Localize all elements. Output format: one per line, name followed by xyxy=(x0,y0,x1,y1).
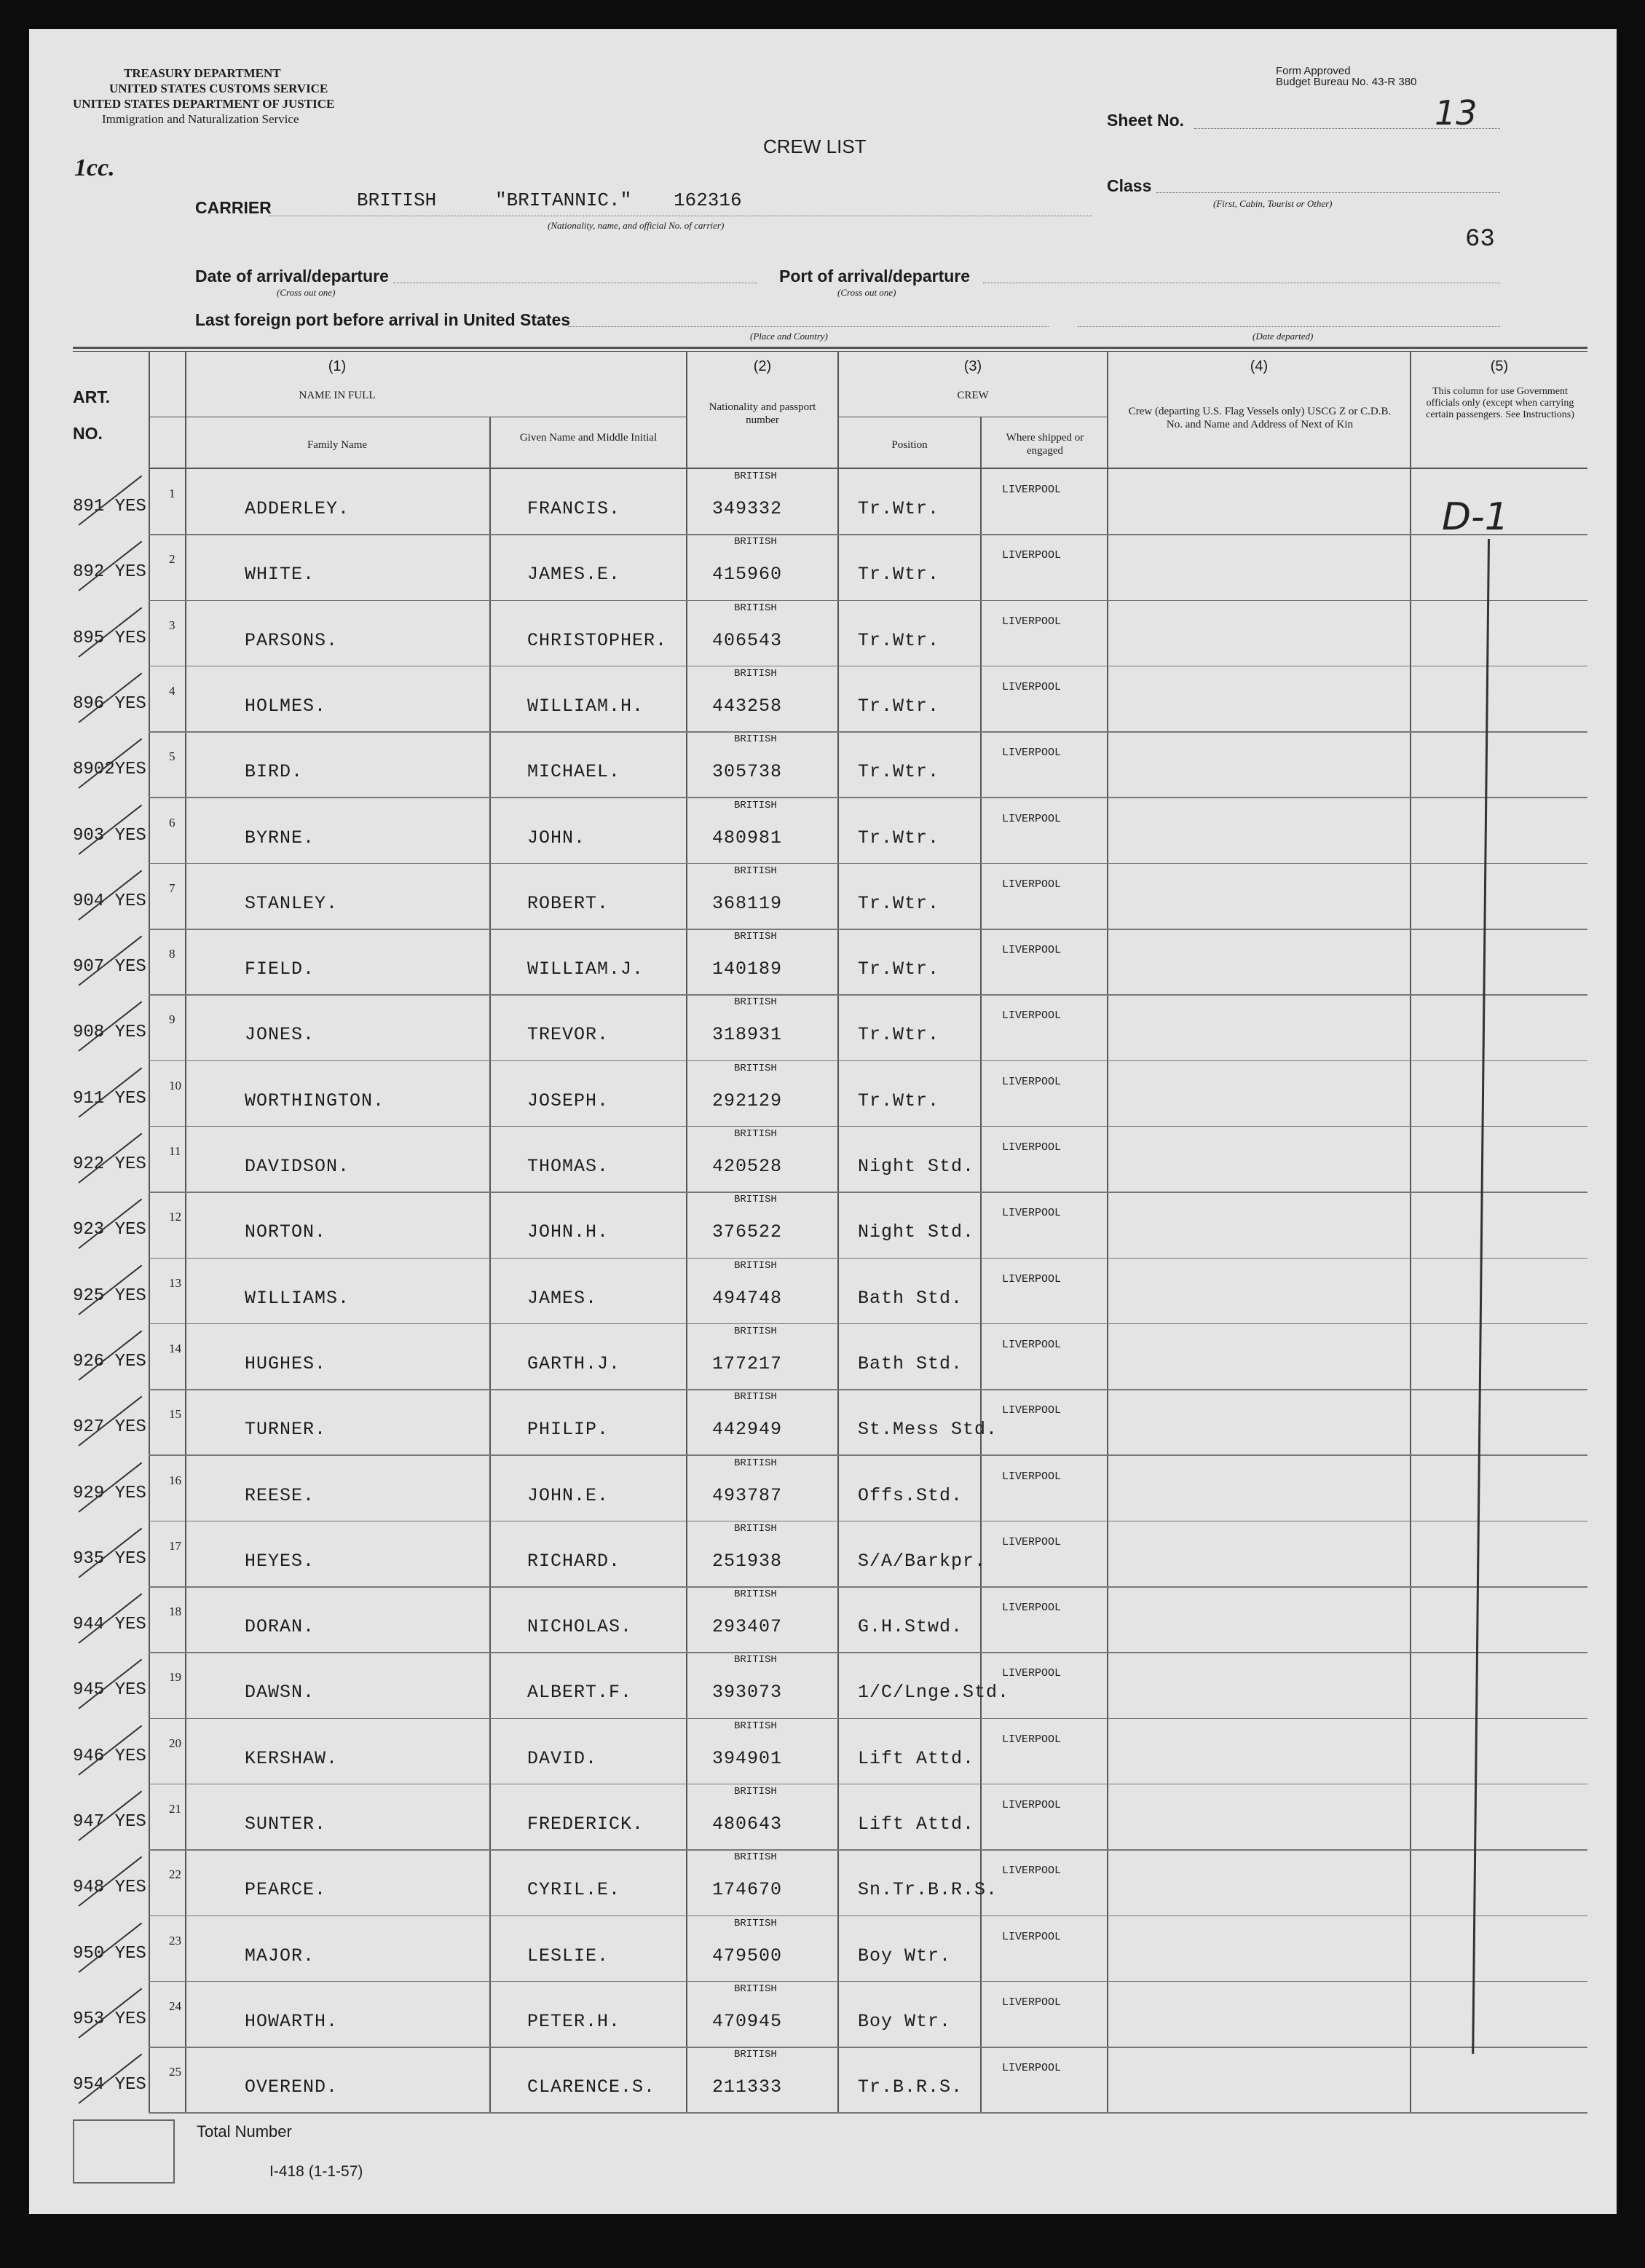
row-number: 18 xyxy=(169,1604,181,1619)
place-hint: (Place and Country) xyxy=(750,331,828,342)
passport-number: 177217 xyxy=(712,1352,783,1374)
family-name: OVEREND. xyxy=(245,2076,339,2098)
where-engaged: LIVERPOOL xyxy=(1002,1404,1062,1417)
art-number: 950 YES xyxy=(73,1943,146,1964)
family-name: STANLEY. xyxy=(245,892,339,914)
passport-number: 420528 xyxy=(712,1156,783,1177)
sheet-value: 13 xyxy=(1435,93,1478,133)
nationality: BRITISH xyxy=(734,799,777,811)
passport-number: 349332 xyxy=(712,498,783,519)
where-engaged: LIVERPOOL xyxy=(1002,1667,1062,1680)
family-name: ADDERLEY. xyxy=(245,498,350,519)
nationality: BRITISH xyxy=(734,470,777,482)
family-name: BIRD. xyxy=(245,761,304,783)
row-number: 17 xyxy=(169,1538,181,1553)
art-number: 923 YES xyxy=(73,1220,146,1240)
position: Tr.Wtr. xyxy=(858,761,940,783)
where-engaged: LIVERPOOL xyxy=(1002,1338,1062,1351)
position: Tr.Wtr. xyxy=(858,564,940,586)
where-engaged: LIVERPOOL xyxy=(1002,484,1062,496)
art-number: 891 YES xyxy=(73,497,146,516)
sheet-label: Sheet No. xyxy=(1107,111,1185,130)
given-name: PHILIP. xyxy=(527,1419,610,1441)
where-engaged: LIVERPOOL xyxy=(1002,1799,1062,1811)
nationality: BRITISH xyxy=(734,865,777,877)
art-number: 954 YES xyxy=(73,2075,146,2095)
family-name: HUGHES. xyxy=(245,1352,327,1374)
where-engaged: LIVERPOOL xyxy=(1002,549,1062,562)
position: Tr.Wtr. xyxy=(858,629,940,651)
table-row xyxy=(29,1259,1617,1324)
family-name: HEYES. xyxy=(245,1550,315,1572)
table-row xyxy=(29,1127,1617,1192)
nationality: BRITISH xyxy=(734,602,777,614)
table-top-rule xyxy=(73,347,1587,349)
where-engaged: LIVERPOOL xyxy=(1002,1733,1062,1746)
given-name: MICHAEL. xyxy=(527,761,621,783)
where-engaged: LIVERPOOL xyxy=(1002,1470,1062,1483)
agency-line: Immigration and Naturalization Service xyxy=(102,112,299,126)
family-name: DORAN. xyxy=(245,1616,315,1638)
form-approved xyxy=(1276,66,1416,87)
row-number: 16 xyxy=(169,1473,181,1487)
given-name: WILLIAM.H. xyxy=(527,695,644,717)
nationality: BRITISH xyxy=(734,1720,777,1732)
arrival-hint: (Cross out one) xyxy=(277,287,336,298)
nationality: BRITISH xyxy=(734,1391,777,1403)
col3-num: (3) xyxy=(963,358,982,374)
position: St.Mess Std. xyxy=(858,1419,998,1441)
nationality: BRITISH xyxy=(734,667,777,680)
given-name: FREDERICK. xyxy=(527,1814,644,1835)
table-row xyxy=(29,535,1617,600)
nationality: BRITISH xyxy=(734,1194,777,1206)
nationality: BRITISH xyxy=(734,1522,777,1535)
agency-line: UNITED STATES DEPARTMENT OF JUSTICE xyxy=(73,97,335,111)
port-hint: (Cross out one) xyxy=(837,287,896,298)
col1-num: (1) xyxy=(328,358,347,374)
where-engaged: LIVERPOOL xyxy=(1002,1930,1062,1943)
row-number: 5 xyxy=(169,749,175,764)
col2-title: Nationality and passport number xyxy=(709,401,816,426)
budget-bureau-text: Budget Bureau No. 43-R 380 xyxy=(1276,76,1417,88)
family-name: FIELD. xyxy=(245,958,315,980)
row-number: 11 xyxy=(169,1144,181,1158)
row-number: 13 xyxy=(169,1275,181,1290)
position: Tr.Wtr. xyxy=(858,498,940,519)
passport-number: 480981 xyxy=(712,827,783,848)
given-name: WILLIAM.J. xyxy=(527,958,644,980)
where-engaged: LIVERPOOL xyxy=(1002,878,1062,891)
row-number: 3 xyxy=(169,618,175,632)
row-number: 12 xyxy=(169,1210,181,1224)
table-row xyxy=(29,798,1617,864)
total-label: Total Number xyxy=(197,2122,292,2141)
family-name: WORTHINGTON. xyxy=(245,1090,385,1111)
passport-number: 368119 xyxy=(712,892,783,914)
passport-number: 305738 xyxy=(712,761,783,783)
table-row xyxy=(29,1653,1617,1718)
table-top-rule-2 xyxy=(73,351,1587,352)
nationality: BRITISH xyxy=(734,1654,777,1666)
family-name: TURNER. xyxy=(245,1419,327,1441)
row-number: 20 xyxy=(169,1736,181,1750)
position: Boy Wtr. xyxy=(858,1945,952,1966)
given-name: TREVOR. xyxy=(527,1024,610,1046)
crew-list-form xyxy=(29,29,1617,2214)
table-row xyxy=(29,864,1617,929)
row-number: 10 xyxy=(169,1078,181,1092)
given-name: CHRISTOPHER. xyxy=(527,629,668,651)
where-engaged: LIVERPOOL xyxy=(1002,1996,1062,2009)
passport-number: 174670 xyxy=(712,1879,783,1901)
passport-number: 480643 xyxy=(712,1814,783,1835)
art-number: 903 YES xyxy=(73,825,146,846)
where-engaged: LIVERPOOL xyxy=(1002,1602,1062,1615)
art-number: 895 YES xyxy=(73,628,146,648)
col1-given: Given Name and Middle Initial xyxy=(519,432,658,444)
art-number: 907 YES xyxy=(73,957,146,977)
given-name: JOSEPH. xyxy=(527,1090,610,1111)
passport-number: 494748 xyxy=(712,1287,783,1309)
art-number: 892 YES xyxy=(73,562,146,583)
position: Tr.Wtr. xyxy=(858,958,940,980)
form-approved-text: Form Approved xyxy=(1276,65,1351,77)
class-hint: (First, Cabin, Tourist or Other) xyxy=(1213,198,1333,209)
given-name: RICHARD. xyxy=(527,1550,621,1572)
nationality: BRITISH xyxy=(734,536,777,548)
col1-title: NAME IN FULL xyxy=(299,390,376,401)
given-name: JAMES.E. xyxy=(527,564,621,586)
art-number: 927 YES xyxy=(73,1417,146,1438)
where-engaged: LIVERPOOL xyxy=(1002,1865,1062,1878)
table-row xyxy=(29,1061,1617,1127)
family-name: SUNTER. xyxy=(245,1814,327,1835)
passport-number: 393073 xyxy=(712,1682,783,1704)
passport-number: 292129 xyxy=(712,1090,783,1111)
position: Tr.Wtr. xyxy=(858,827,940,848)
where-engaged: LIVERPOOL xyxy=(1002,747,1062,760)
col4-num: (4) xyxy=(1250,358,1269,374)
nationality: BRITISH xyxy=(734,1325,777,1337)
art-number: 944 YES xyxy=(73,1615,146,1635)
table-row xyxy=(29,1192,1617,1258)
passport-number: 406543 xyxy=(712,629,783,651)
corner-mark: 1cc. xyxy=(74,154,115,181)
col3-where: Where shipped or engaged xyxy=(1006,432,1084,457)
where-engaged: LIVERPOOL xyxy=(1002,1009,1062,1023)
where-engaged: LIVERPOOL xyxy=(1002,1272,1062,1285)
row-number: 4 xyxy=(169,683,175,698)
position: Tr.Wtr. xyxy=(858,695,940,717)
annotation-mark: D-1 xyxy=(1442,495,1509,539)
nationality: BRITISH xyxy=(734,1588,777,1601)
position: Tr.Wtr. xyxy=(858,1024,940,1046)
family-name: KERSHAW. xyxy=(245,1747,339,1769)
nationality: BRITISH xyxy=(734,1851,777,1864)
given-name: ROBERT. xyxy=(527,892,610,914)
family-name: MAJOR. xyxy=(245,1945,315,1966)
given-name: JOHN.E. xyxy=(527,1484,610,1506)
given-name: JOHN.H. xyxy=(527,1221,610,1243)
art-number: 8902YES xyxy=(73,760,146,780)
art-number: 896 YES xyxy=(73,693,146,714)
table-row xyxy=(29,1982,1617,2047)
family-name: NORTON. xyxy=(245,1221,327,1243)
row-number: 15 xyxy=(169,1407,181,1422)
date-hint: (Date departed) xyxy=(1253,331,1314,342)
passport-number: 293407 xyxy=(712,1616,783,1638)
table-row xyxy=(29,995,1617,1060)
row-number: 2 xyxy=(169,552,175,567)
passport-number: 493787 xyxy=(712,1484,783,1506)
family-name: DAWSN. xyxy=(245,1682,315,1704)
position: S/A/Barkpr. xyxy=(858,1550,987,1572)
passport-number: 251938 xyxy=(712,1550,783,1572)
position: 1/C/Lnge.Std. xyxy=(858,1682,1010,1704)
position: Bath Std. xyxy=(858,1287,963,1309)
given-name: JOHN. xyxy=(527,827,586,848)
table-row xyxy=(29,666,1617,732)
side-number: 63 xyxy=(1465,226,1495,253)
nationality: BRITISH xyxy=(734,733,777,746)
passport-number: 415960 xyxy=(712,564,783,586)
date-line xyxy=(1078,326,1500,327)
agency-line: TREASURY DEPARTMENT xyxy=(124,66,281,80)
art-number: 945 YES xyxy=(73,1680,146,1701)
family-name: REESE. xyxy=(245,1484,315,1506)
given-name: GARTH.J. xyxy=(527,1352,621,1374)
where-engaged: LIVERPOOL xyxy=(1002,944,1062,957)
col4-title: Crew (departing U.S. Flag Vessels only) USCG Z or C.D.B. No. and Name and Address of Next of Kin xyxy=(1128,406,1392,430)
position: Night Std. xyxy=(858,1156,975,1177)
art-number: 946 YES xyxy=(73,1746,146,1766)
art-number: 935 YES xyxy=(73,1548,146,1569)
passport-number: 376522 xyxy=(712,1221,783,1243)
page-title: CREW LIST xyxy=(763,135,867,157)
where-engaged: LIVERPOOL xyxy=(1002,1535,1062,1548)
agency-block xyxy=(73,66,334,127)
family-name: WILLIAMS. xyxy=(245,1287,350,1309)
row-number: 19 xyxy=(169,1670,181,1685)
given-name: JAMES. xyxy=(527,1287,598,1309)
row-number: 7 xyxy=(169,881,175,895)
col3-position: Position xyxy=(891,439,928,451)
table-row xyxy=(29,2047,1617,2113)
table-row xyxy=(29,1521,1617,1587)
nationality: BRITISH xyxy=(734,931,777,943)
given-name: NICHOLAS. xyxy=(527,1616,633,1638)
carrier-nationality: BRITISH xyxy=(357,189,437,211)
table-row xyxy=(29,1784,1617,1850)
art-number: 926 YES xyxy=(73,1351,146,1371)
family-name: PARSONS. xyxy=(245,629,339,651)
where-engaged: LIVERPOOL xyxy=(1002,2062,1062,2075)
col1-family: Family Name xyxy=(307,439,368,451)
passport-number: 470945 xyxy=(712,2010,783,2032)
art-number: 947 YES xyxy=(73,1812,146,1832)
art-number: 908 YES xyxy=(73,1023,146,1043)
row-number: 9 xyxy=(169,1012,175,1027)
position: Tr.B.R.S. xyxy=(858,2076,963,2098)
row-number: 8 xyxy=(169,947,175,961)
art-number: 911 YES xyxy=(73,1088,146,1109)
carrier-hint: (Nationality, name, and official No. of carrier) xyxy=(548,220,725,231)
nationality: BRITISH xyxy=(734,996,777,1009)
given-name: FRANCIS. xyxy=(527,498,621,519)
table-row xyxy=(29,929,1617,995)
where-engaged: LIVERPOOL xyxy=(1002,615,1062,628)
family-name: HOWARTH. xyxy=(245,2010,339,2032)
table-row xyxy=(29,601,1617,666)
family-name: JONES. xyxy=(245,1024,315,1046)
position: Lift Attd. xyxy=(858,1814,975,1835)
passport-number: 140189 xyxy=(712,958,783,980)
nationality: BRITISH xyxy=(734,1982,777,1995)
position: Boy Wtr. xyxy=(858,2010,952,2032)
arrival-label: Date of arrival/departure xyxy=(195,267,389,286)
passport-number: 318931 xyxy=(712,1024,783,1046)
nationality: BRITISH xyxy=(734,1917,777,1929)
col2-num: (2) xyxy=(753,358,772,374)
position: Night Std. xyxy=(858,1221,975,1243)
row-number: 21 xyxy=(169,1802,181,1816)
nationality: BRITISH xyxy=(734,1062,777,1074)
table-row xyxy=(29,1324,1617,1390)
given-name: ALBERT.F. xyxy=(527,1682,633,1704)
where-engaged: LIVERPOOL xyxy=(1002,812,1062,825)
carrier-name: "BRITANNIC." xyxy=(495,189,632,211)
last-port-label: Last foreign port before arrival in United States xyxy=(195,310,571,329)
class-label: Class xyxy=(1107,176,1152,195)
col-no: NO. xyxy=(73,424,103,443)
table-row xyxy=(29,1719,1617,1784)
table-row xyxy=(29,1390,1617,1455)
given-name: PETER.H. xyxy=(527,2010,621,2032)
family-name: DAVIDSON. xyxy=(245,1156,350,1177)
table-row xyxy=(29,1587,1617,1653)
family-name: PEARCE. xyxy=(245,1879,327,1901)
where-engaged: LIVERPOOL xyxy=(1002,1207,1062,1220)
position: Tr.Wtr. xyxy=(858,1090,940,1111)
table-row xyxy=(29,1916,1617,1982)
last-port-line xyxy=(568,326,1049,327)
carrier-number: 162316 xyxy=(674,189,742,211)
art-number: 922 YES xyxy=(73,1154,146,1174)
art-number: 925 YES xyxy=(73,1285,146,1306)
carrier-label: CARRIER xyxy=(195,198,272,217)
row-number: 22 xyxy=(169,1867,181,1882)
form-number: I-418 (1-1-57) xyxy=(269,2163,363,2180)
total-box xyxy=(73,2119,175,2184)
port-label: Port of arrival/departure xyxy=(779,267,971,286)
art-number: 948 YES xyxy=(73,1878,146,1898)
art-number: 904 YES xyxy=(73,891,146,911)
position: Tr.Wtr. xyxy=(858,892,940,914)
position: G.H.Stwd. xyxy=(858,1616,963,1638)
family-name: HOLMES. xyxy=(245,695,327,717)
row-number: 6 xyxy=(169,815,175,830)
art-number: 929 YES xyxy=(73,1483,146,1503)
col3-title: CREW xyxy=(957,390,989,401)
row-number: 14 xyxy=(169,1341,181,1355)
row-number: 25 xyxy=(169,2065,181,2079)
table-row xyxy=(29,1456,1617,1521)
given-name: THOMAS. xyxy=(527,1156,610,1177)
class-line xyxy=(1156,192,1500,193)
given-name: CLARENCE.S. xyxy=(527,2076,656,2098)
passport-number: 443258 xyxy=(712,695,783,717)
nationality: BRITISH xyxy=(734,1786,777,1798)
row-rule xyxy=(149,2112,1587,2114)
col5-title: This column for use Government officials only (except when carrying certain passengers. See Instructions) xyxy=(1426,386,1574,420)
position: Bath Std. xyxy=(858,1352,963,1374)
passport-number: 442949 xyxy=(712,1419,783,1441)
position: Offs.Std. xyxy=(858,1484,963,1506)
position: Sn.Tr.B.R.S. xyxy=(858,1879,998,1901)
nationality: BRITISH xyxy=(734,1259,777,1272)
nationality: BRITISH xyxy=(734,1128,777,1140)
table-row xyxy=(29,732,1617,798)
row-number: 24 xyxy=(169,1999,181,2013)
table-row xyxy=(29,469,1617,535)
row-number: 1 xyxy=(169,487,175,500)
col-art: ART. xyxy=(73,387,111,406)
passport-number: 394901 xyxy=(712,1747,783,1769)
family-name: WHITE. xyxy=(245,564,315,586)
given-name: CYRIL.E. xyxy=(527,1879,621,1901)
where-engaged: LIVERPOOL xyxy=(1002,680,1062,693)
passport-number: 479500 xyxy=(712,1945,783,1966)
nationality: BRITISH xyxy=(734,1457,777,1469)
given-name: LESLIE. xyxy=(527,1945,610,1966)
col5-num: (5) xyxy=(1490,358,1509,374)
nationality: BRITISH xyxy=(734,2049,777,2061)
row-number: 23 xyxy=(169,1933,181,1948)
where-engaged: LIVERPOOL xyxy=(1002,1075,1062,1088)
art-number: 953 YES xyxy=(73,2009,146,2029)
passport-number: 211333 xyxy=(712,2076,783,2098)
agency-line: UNITED STATES CUSTOMS SERVICE xyxy=(109,82,328,95)
position: Lift Attd. xyxy=(858,1747,975,1769)
where-engaged: LIVERPOOL xyxy=(1002,1141,1062,1154)
given-name: DAVID. xyxy=(527,1747,598,1769)
family-name: BYRNE. xyxy=(245,827,315,848)
table-row xyxy=(29,1850,1617,1915)
